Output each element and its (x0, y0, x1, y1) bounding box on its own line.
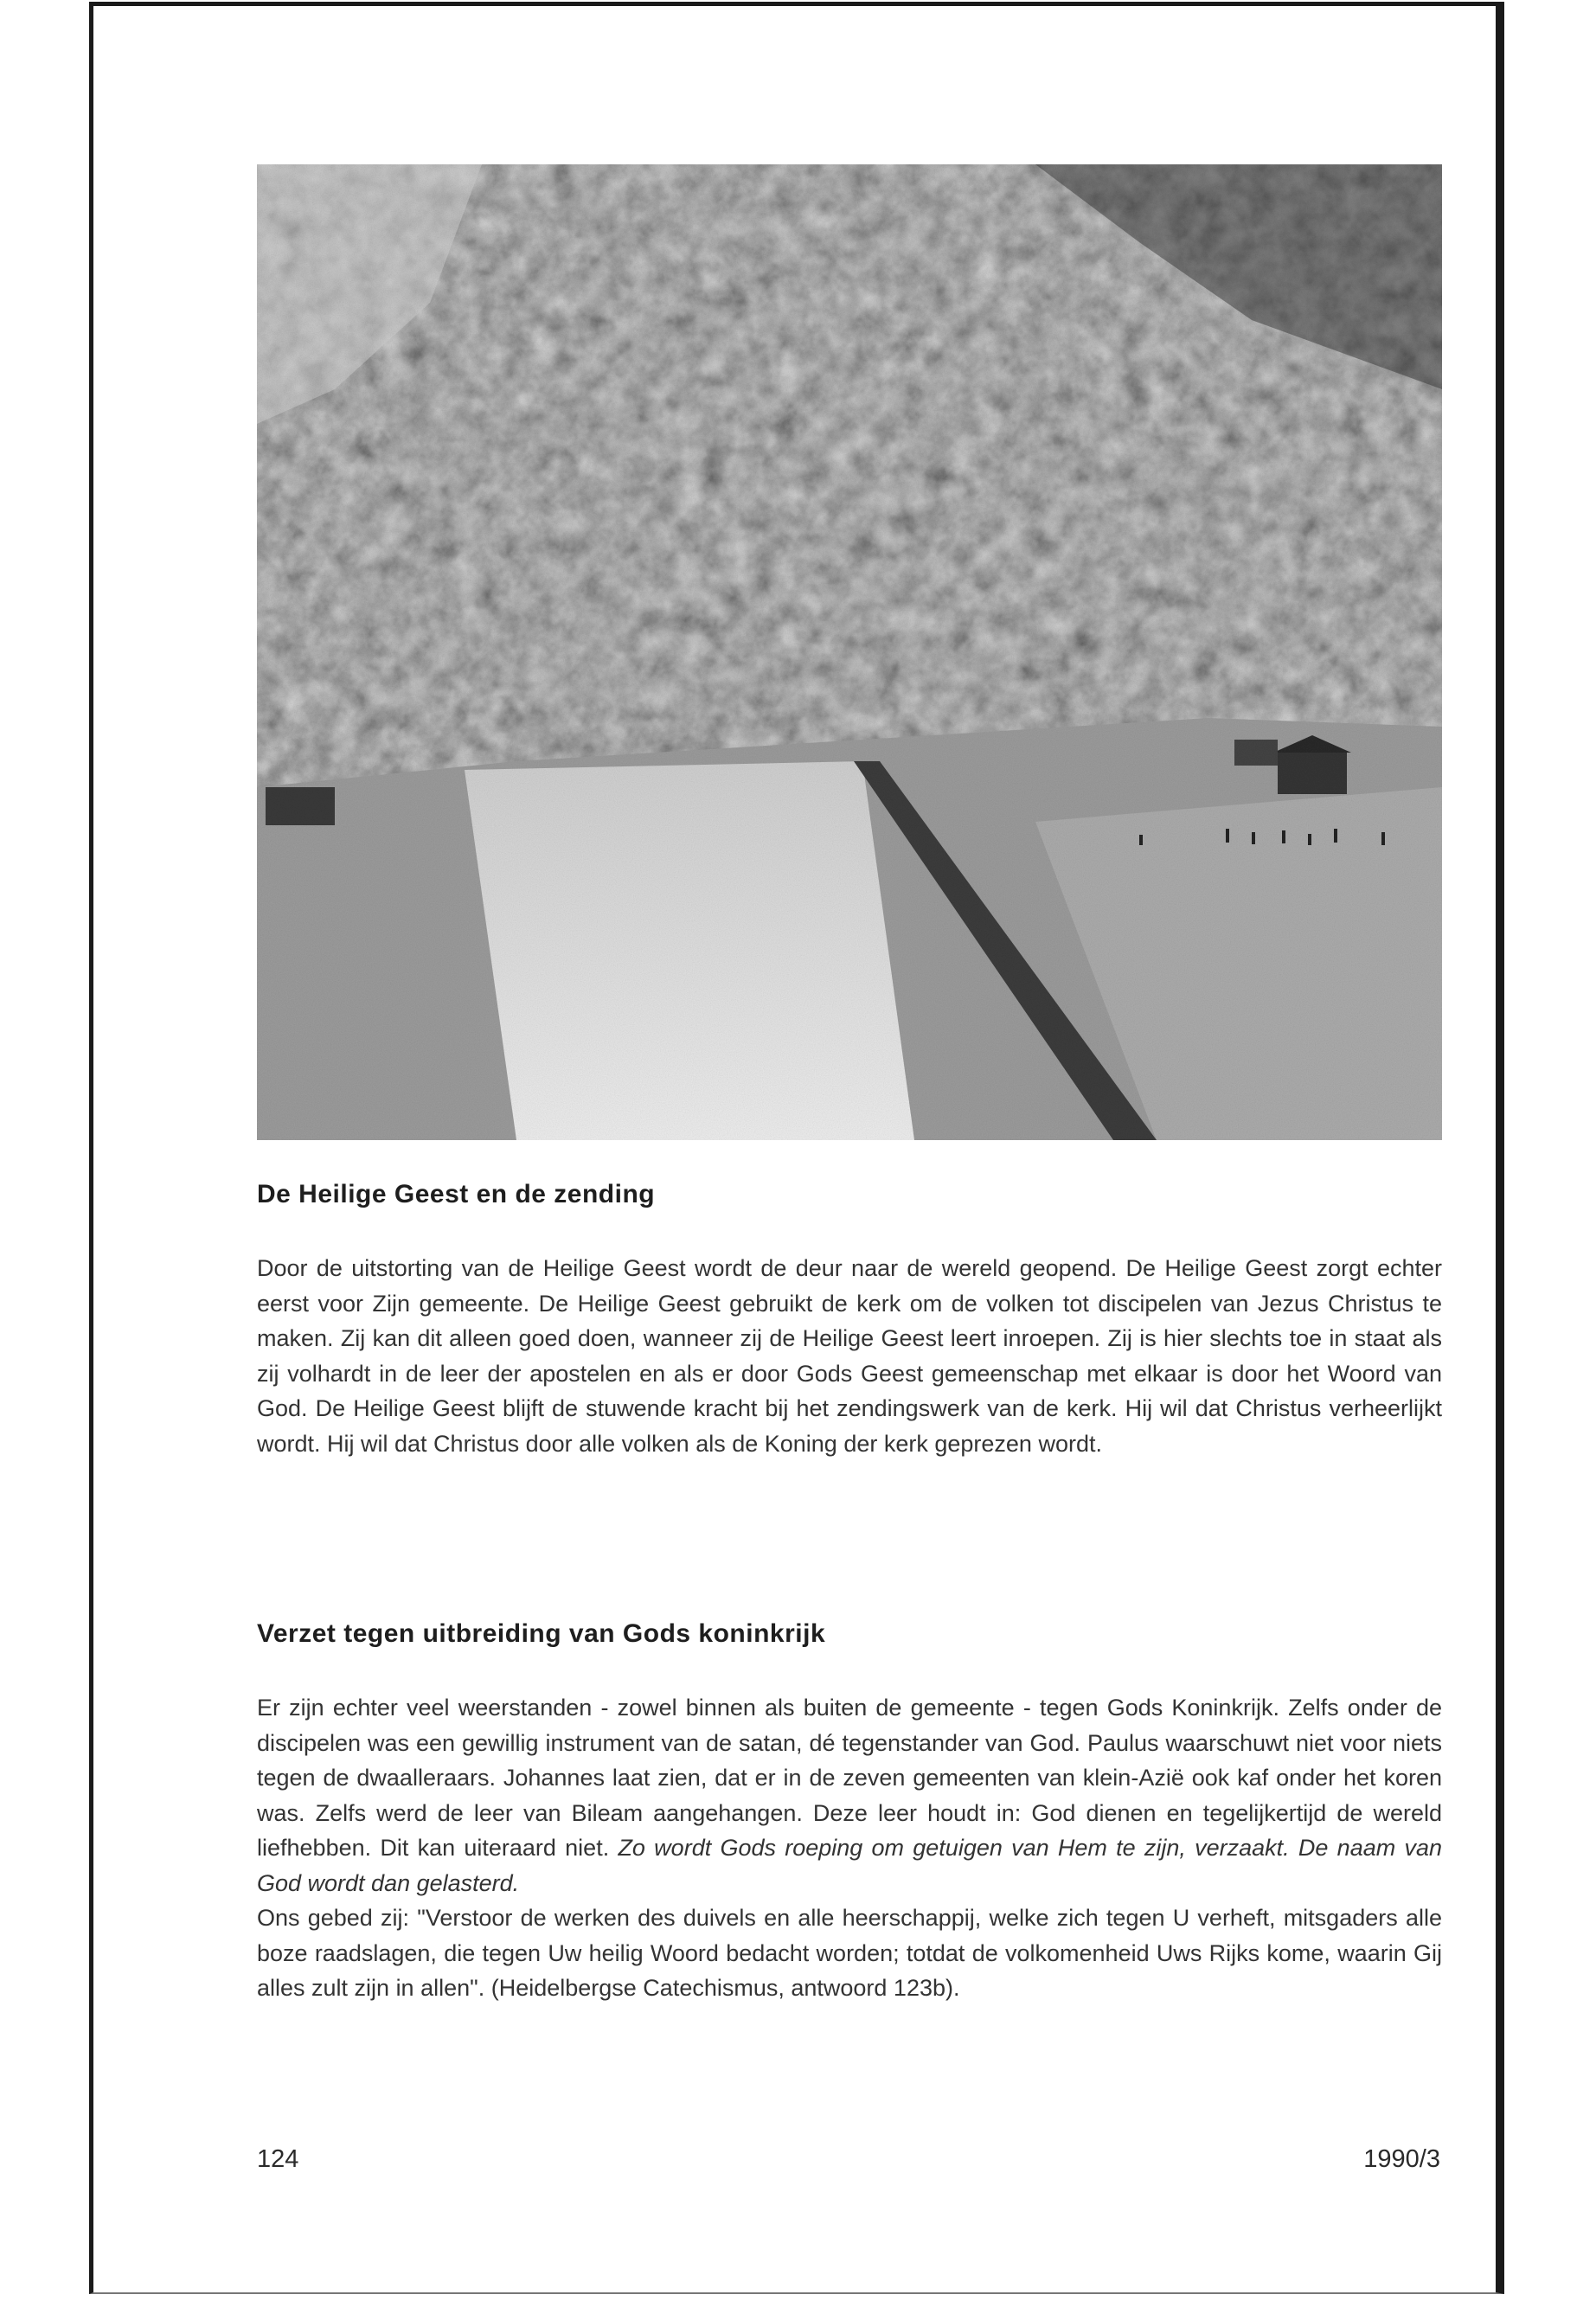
paragraph-prayer: Ons gebed zij: "Verstoor de werken des duivels en alle heerschappij, welke zich tegen U verheft, mitsgaders alle boze raadslagen, die tegen Uw heilig Woord bedacht worden; totdat de volkomenheid Uws Rijks kome, waarin Gij alles zult zijn in allen". (Heidelbergse Catechismus, antwoord 123b). (257, 1905, 1442, 2001)
paragraph-verzet-italic: Zo wordt Gods roeping om getuigen van Hem te zijn, verzaakt. De naam van God wordt dan gelasterd. (257, 1835, 1442, 1896)
section-body-heilige-geest (257, 1251, 1442, 1461)
airstrip-photo-graphic (257, 164, 1442, 1140)
airstrip-photo (257, 164, 1442, 1140)
paragraph-heilige-geest: Door de uitstorting van de Heilige Geest wordt de deur naar de wereld geopend. De Heilige Geest zorgt echter eerst voor Zijn gemeente. De Heilige Geest gebruikt de kerk om de volken tot discipelen van Jezus Christus te maken. Zij kan dit alleen goed doen, wanneer zij de Heilige Geest leert inroepen. Zij is hier slechts toe in staat als zij volhardt in de leer der apostelen en als er door Gods Geest gemeenschap met elkaar is door het Woord van God. De Heilige Geest blijft de stuwende kracht bij het zendingswerk van de kerk. Hij wil dat Christus verheerlijkt wordt. Hij wil dat Christus door alle volken als de Koning der kerk geprezen wordt. (257, 1255, 1442, 1457)
section-body-verzet (257, 1690, 1442, 2006)
issue-number: 1990/3 (1363, 2145, 1440, 2173)
section-title-verzet: Verzet tegen uitbreiding van Gods koninkrijk (257, 1619, 826, 1648)
section-title-heilige-geest: De Heilige Geest en de zending (257, 1180, 656, 1208)
paragraph-verzet (257, 1690, 1442, 1900)
page-number: 124 (257, 2145, 299, 2173)
paragraph-verzet-plain: Er zijn echter veel weerstanden - zowel binnen als buiten de gemeente - tegen Gods Koninkrijk. Zelfs onder de discipelen was een gewillig instrument van de satan, dé tegenstander van God. Paulus waarschuwt niet voor niets tegen de dwaalleraars. Johannes laat zien, dat er in de zeven gemeenten van klein-Azië ook kaf onder het koren was. Zelfs werd de leer van Bileam aangehangen. Deze leer houdt in: God dienen en tegelijkertijd de wereld liefhebben. Dit kan uiteraard niet. (257, 1695, 1442, 1861)
